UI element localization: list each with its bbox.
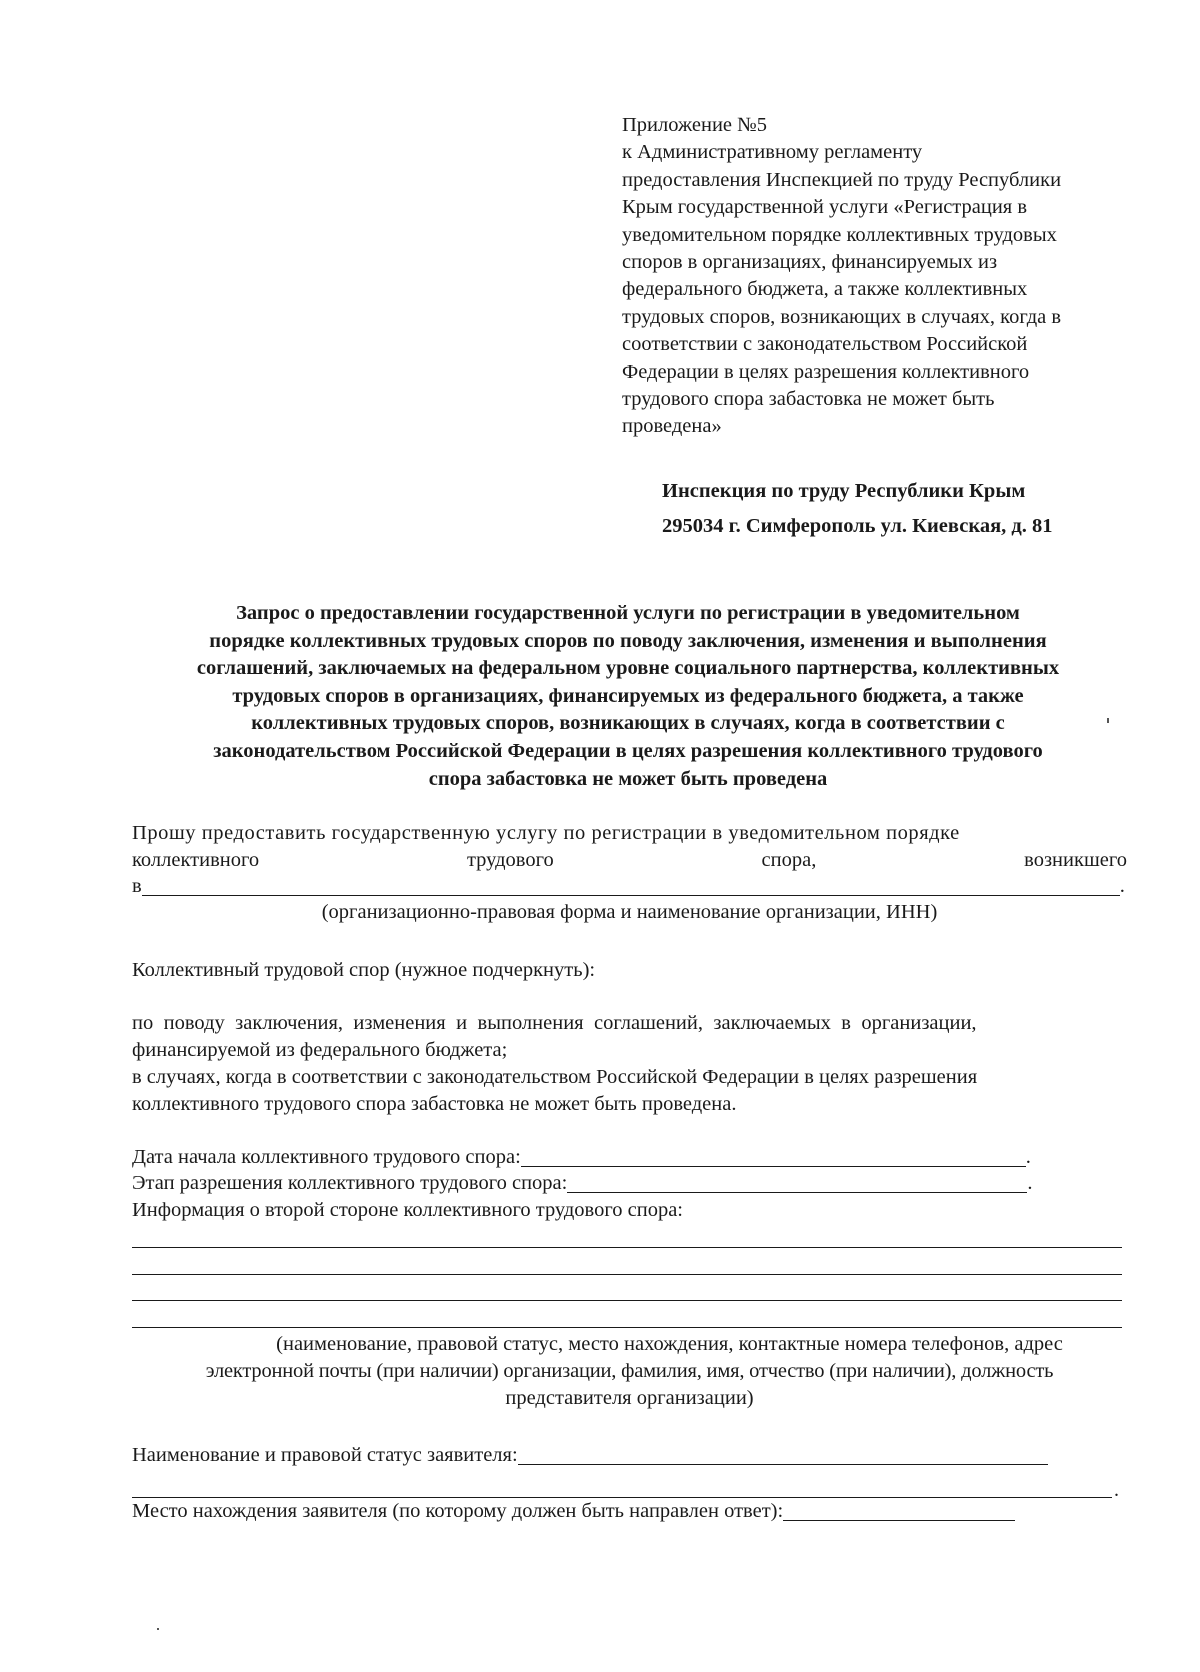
appendix-line: предоставления Инспекцией по труду Республики <box>622 168 1062 191</box>
title-line: трудовых споров в организациях, финансируемых из федерального бюджета, а также <box>232 684 1024 707</box>
start-date-field <box>132 1144 1031 1171</box>
start-date-input-line[interactable] <box>521 1146 1026 1167</box>
scan-speck <box>1107 718 1109 723</box>
second-party-caption-line: представителя организации) <box>505 1387 754 1409</box>
addressee-block <box>662 474 1182 544</box>
appendix-line: споров в организациях, финансируемых из <box>622 251 998 274</box>
dispute-option-2-line-1[interactable]: в случаях, когда в соответствии с законодательством Российской Федерации в целях разрешения <box>132 1066 978 1088</box>
request-text: Прошу предоставить государственную услугу по регистрации в уведомительном порядке <box>132 822 960 844</box>
appendix-line: к Административному регламенту <box>622 141 923 164</box>
appendix-line: трудовых споров, возникающих в случаях, когда в <box>622 305 1062 328</box>
appendix-line: уведомительном порядке коллективных трудовых <box>622 223 1057 246</box>
line-end-dot: . <box>1025 1146 1031 1168</box>
applicant-name-input-line[interactable] <box>518 1444 1048 1465</box>
applicant-location-label: Место нахождения заявителя (по которому должен быть направлен ответ): <box>132 1500 784 1522</box>
title-line: соглашений, заключаемых на федеральном уровне социального партнерства, коллективных <box>196 657 1060 680</box>
applicant-name-label: Наименование и правовой статус заявителя: <box>132 1444 518 1466</box>
stage-field <box>132 1170 1032 1197</box>
dispute-option-text[interactable]: по поводу заключения, изменения и выполнения соглашений, заключаемых в организации, <box>132 1012 977 1034</box>
applicant-location-input-line[interactable] <box>783 1500 1015 1521</box>
organization-caption: (организационно-правовая форма и наименование организации, ИНН) <box>321 901 938 923</box>
title-line: законодательством Российской Федерации в целях разрешения коллективного трудового <box>213 739 1043 762</box>
line-end-dot: . <box>1027 1172 1033 1194</box>
request-prefix: в <box>132 875 142 897</box>
title-line: Запрос о предоставлении государственной услуги по регистрации в уведомительном <box>236 602 1020 624</box>
addressee-name: Инспекция по труду Республики Крым <box>662 480 1026 502</box>
request-line-1 <box>132 820 1127 847</box>
request-line-2 <box>132 847 1127 874</box>
second-party-input-line[interactable] <box>132 1300 1122 1301</box>
line-end-dot: . <box>1114 1479 1119 1501</box>
title-line: коллективных трудовых споров, возникающих в случаях, когда в соответствии с <box>251 712 1005 735</box>
title-line: порядке коллективных трудовых споров по поводу заключения, изменения и выполнения <box>209 629 1047 652</box>
document-title <box>128 600 1128 793</box>
request-word: трудового <box>466 849 554 871</box>
second-party-label: Информация о второй стороне коллективного трудового спора: <box>132 1199 683 1221</box>
appendix-line: Приложение №5 <box>622 114 767 136</box>
applicant-location-field <box>132 1498 1015 1525</box>
appendix-line: трудового спора забастовка не может быть <box>622 388 995 411</box>
start-date-label: Дата начала коллективного трудового спора: <box>132 1146 521 1168</box>
applicant-name-field <box>132 1442 1048 1469</box>
dispute-option-1-line-1 <box>132 1010 1127 1037</box>
dispute-option-2-line-2[interactable]: коллективного трудового спора забастовка не может быть проведена. <box>132 1093 737 1115</box>
dispute-heading: Коллективный трудовой спор (нужное подчеркнуть): <box>132 959 596 981</box>
request-word: возникшего <box>1024 849 1127 871</box>
appendix-block <box>622 112 1142 441</box>
appendix-line: Крым государственной услуги «Регистрация в <box>622 196 1028 219</box>
stage-label: Этап разрешения коллективного трудового спора: <box>132 1172 568 1194</box>
stage-input-line[interactable] <box>567 1172 1027 1193</box>
scan-speck <box>157 1628 159 1630</box>
organization-field <box>132 873 1125 900</box>
appendix-line: проведена» <box>622 415 722 438</box>
second-party-caption-line: электронной почты (при наличии) организации, фамилия, имя, отчество (при наличии), должность <box>205 1360 1054 1382</box>
organization-input-line[interactable] <box>142 875 1120 896</box>
second-party-input-line[interactable] <box>132 1274 1122 1275</box>
line-end-dot: . <box>1119 875 1125 897</box>
title-line: спора забастовка не может быть проведена <box>428 767 828 790</box>
appendix-line: Федерации в целях разрешения коллективного <box>622 360 1030 383</box>
request-word: спора, <box>761 849 817 871</box>
addressee-address: 295034 г. Симферополь ул. Киевская, д. 81 <box>662 515 1053 537</box>
appendix-line: федерального бюджета, а также коллективных <box>622 278 1028 301</box>
second-party-input-line[interactable] <box>132 1247 1122 1248</box>
appendix-line: соответствии с законодательством Российской <box>622 333 1028 356</box>
second-party-caption-line: (наименование, правовой статус, место нахождения, контактные номера телефонов, адрес <box>276 1333 1063 1355</box>
second-party-input-line[interactable] <box>132 1327 1122 1328</box>
dispute-option-1-line-2[interactable]: финансируемой из федерального бюджета; <box>132 1039 508 1061</box>
request-word: коллективного <box>132 849 260 871</box>
